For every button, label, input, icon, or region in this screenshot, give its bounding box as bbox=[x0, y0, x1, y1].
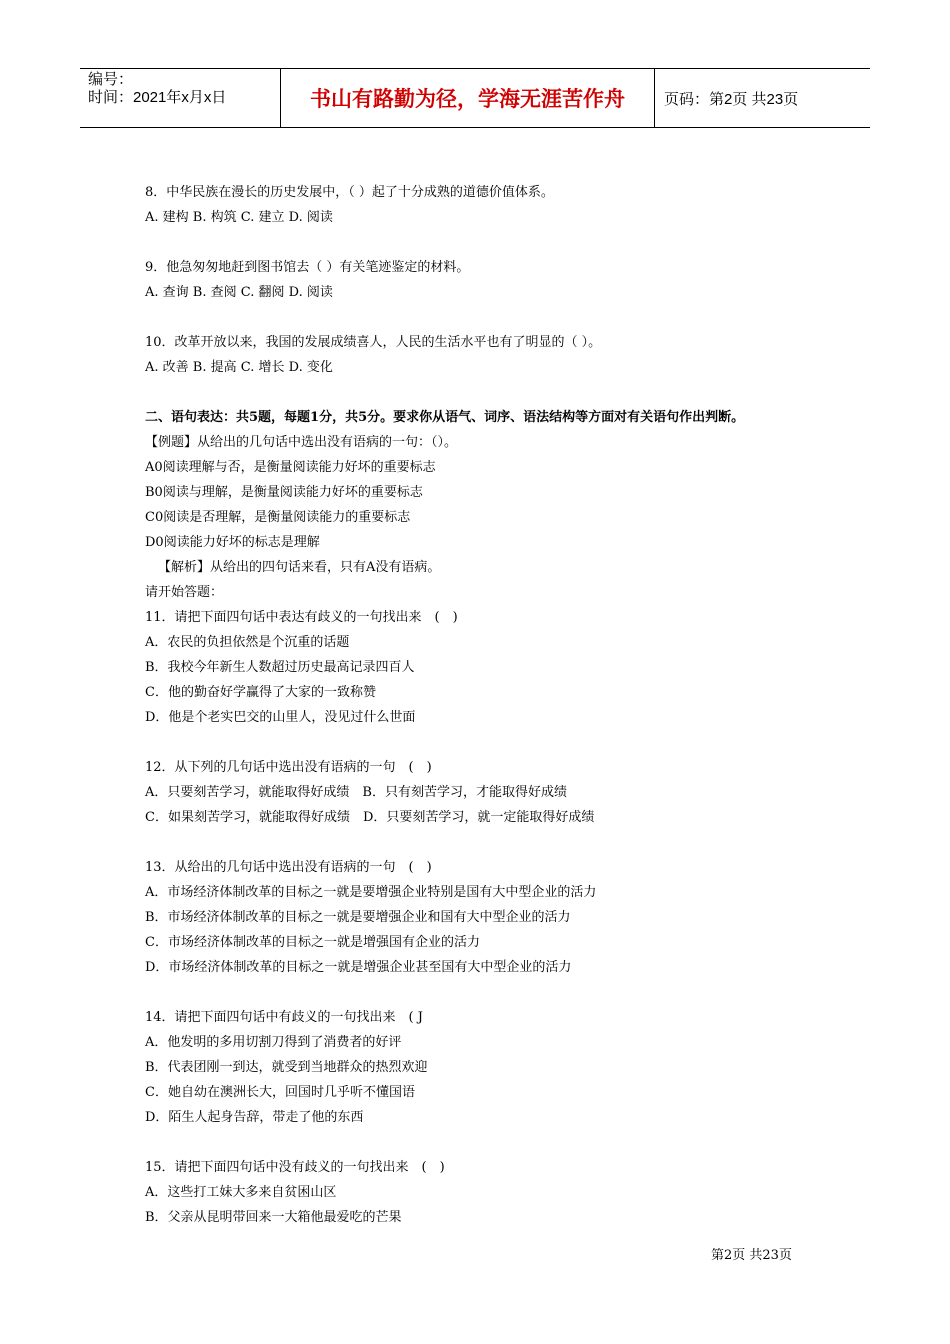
motto-cell bbox=[281, 69, 655, 127]
text-line: 15．请把下面四句话中没有歧义的一句找出来 ( ) bbox=[145, 1160, 445, 1175]
text-line: 12．从下列的几句话中选出没有语病的一句 ( ) bbox=[145, 760, 432, 775]
text-line: A0阅读理解与否，是衡量阅读能力好坏的重要标志 bbox=[145, 460, 436, 475]
text-line: D．他是个老实巴交的山里人，没见过什么世面 bbox=[145, 710, 416, 725]
text-line: D．市场经济体制改革的目标之一就是增强企业甚至国有大中型企业的活力 bbox=[145, 960, 572, 975]
text-line: B．市场经济体制改革的目标之一就是要增强企业和国有大中型企业的活力 bbox=[145, 910, 571, 925]
section-heading: 二、语句表达：共5题，每题1分，共5分。要求你从语气、词序、语法结构等方面对有关语句作出判断。 bbox=[145, 410, 745, 425]
text-line: A．他发明的多用切割刀得到了消费者的好评 bbox=[145, 1035, 402, 1050]
blank-line bbox=[145, 305, 865, 330]
text-line: C．如果刻苦学习，就能取得好成绩 D．只要刻苦学习，就一定能取得好成绩 bbox=[145, 810, 595, 825]
text-line: C．她自幼在澳洲长大，回国时几乎听不懂国语 bbox=[145, 1085, 415, 1100]
text-line: D．陌生人起身告辞，带走了他的东西 bbox=[145, 1110, 364, 1125]
text-line: 10．改革开放以来，我国的发展成绩喜人，人民的生活水平也有了明显的（ ）。 bbox=[145, 335, 602, 350]
motto-text: 书山有路勤为径，学海无涯苦作舟 bbox=[310, 87, 625, 111]
header-table bbox=[80, 68, 870, 128]
time-label: 时间：2021年x月x日 bbox=[88, 89, 227, 106]
text-line: 11．请把下面四句话中表达有歧义的一句找出来 ( ) bbox=[145, 610, 458, 625]
text-line: 8．中华民族在漫长的历史发展中，（ ）起了十分成熟的道德价值体系。 bbox=[145, 185, 554, 200]
blank-line bbox=[145, 730, 865, 755]
text-line: 13．从给出的几句话中选出没有语病的一句 ( ) bbox=[145, 860, 432, 875]
blank-line bbox=[145, 230, 865, 255]
blank-line bbox=[145, 980, 865, 1005]
text-line: B．代表团刚一到达，就受到当地群众的热烈欢迎 bbox=[145, 1060, 428, 1075]
example-question: 【例题】从给出的几句话中选出没有语病的一句：（）。 bbox=[145, 435, 458, 450]
text-line: B0阅读与理解，是衡量阅读能力好坏的重要标志 bbox=[145, 485, 423, 500]
text-line: 请开始答题： bbox=[145, 585, 224, 600]
blank-line bbox=[145, 380, 865, 405]
page-number-cell bbox=[655, 69, 870, 127]
text-line: A．这些打工妹大多来自贫困山区 bbox=[145, 1185, 337, 1200]
text-line: D0阅读能力好坏的标志是理解 bbox=[145, 535, 320, 550]
page-label: 页码：第2页 共23页 bbox=[664, 90, 799, 108]
text-line: 14．请把下面四句话中有歧义的一句找出来 ( J bbox=[145, 1010, 423, 1025]
page-footer: 第2页 共23页 bbox=[711, 1248, 792, 1263]
text-line: C．市场经济体制改革的目标之一就是增强国有企业的活力 bbox=[145, 935, 480, 950]
text-line: C．他的勤奋好学赢得了大家的一致称赞 bbox=[145, 685, 376, 700]
serial-label: 编号： bbox=[88, 71, 134, 88]
text-line: A．农民的负担依然是个沉重的话题 bbox=[145, 635, 350, 650]
text-line: A. 查询 B. 查阅 C. 翻阅 D. 阅读 bbox=[145, 285, 333, 300]
text-line: 9．他急匆匆地赶到图书馆去（ ）有关笔迹鉴定的材料。 bbox=[145, 260, 470, 275]
blank-line bbox=[145, 1130, 865, 1155]
document-body bbox=[145, 180, 865, 1230]
text-line: A. 改善 B. 提高 C. 增长 D. 变化 bbox=[145, 360, 333, 375]
text-line: B．我校今年新生人数超过历史最高记录四百人 bbox=[145, 660, 415, 675]
example-analysis: 【解析】从给出的四句话来看，只有A没有语病。 bbox=[158, 560, 441, 575]
text-line: B．父亲从昆明带回来一大箱他最爱吃的芒果 bbox=[145, 1210, 402, 1225]
text-line: C0阅读是否理解，是衡量阅读能力的重要标志 bbox=[145, 510, 411, 525]
blank-line bbox=[145, 830, 865, 855]
text-line: A．只要刻苦学习，就能取得好成绩 B．只有刻苦学习，才能取得好成绩 bbox=[145, 785, 567, 800]
header-info-cell bbox=[80, 69, 281, 127]
text-line: A. 建构 B. 构筑 C. 建立 D. 阅读 bbox=[145, 210, 333, 225]
text-line: A．市场经济体制改革的目标之一就是要增强企业特别是国有大中型企业的活力 bbox=[145, 885, 597, 900]
